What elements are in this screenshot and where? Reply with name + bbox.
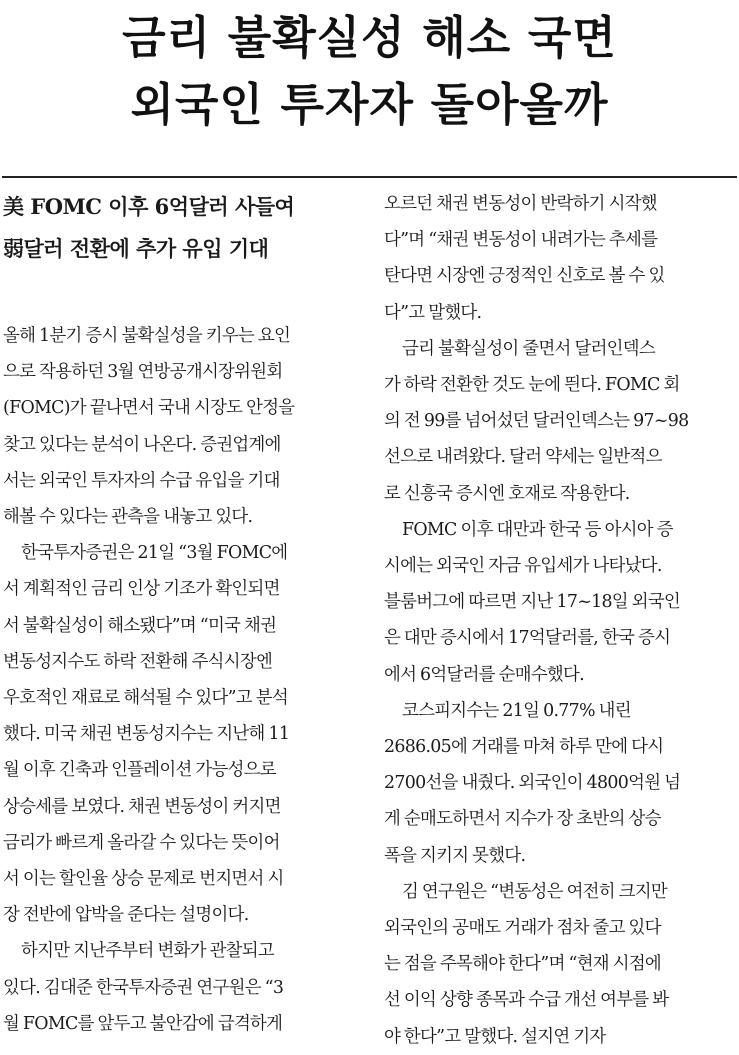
body-line: 월 FOMC를 앞두고 불안감에 급격하게 [3, 1013, 283, 1034]
body-line: FOMC 이후 대만과 한국 등 아시아 증 [402, 519, 673, 540]
body-line: 선 이익 상향 종목과 수급 개선 여부를 봐 [384, 990, 669, 1011]
subheadline-line-2: 弱달러 전환에 추가 유입 기대 [3, 236, 269, 261]
body-line: 외국인의 공매도 거래가 점차 줄고 있다 [384, 918, 661, 939]
body-line: 로 신흥국 증시엔 호재로 작용한다. [384, 483, 630, 504]
body-line: 서는 외국인 투자자의 수급 유입을 기대 [3, 470, 280, 491]
body-line: 한국투자증권은 21일 “3월 FOMC에 [21, 543, 288, 564]
body-line: 가 하락 전환한 것도 눈에 띈다. FOMC 회 [384, 375, 680, 396]
body-line: 금리가 빠르게 올라갈 수 있다는 뜻이어 [3, 832, 280, 853]
body-line: 다”고 말했다. [384, 302, 482, 323]
body-line: 상승세를 보였다. 채권 변동성이 커지면 [3, 796, 281, 817]
body-line: 블룸버그에 따르면 지난 17~18일 외국인 [384, 592, 681, 613]
body-line: 월 이후 긴축과 인플레이션 가능성으로 [3, 760, 276, 781]
body-line: 2700선을 내줬다. 외국인이 4800억원 넘 [384, 773, 681, 794]
body-line: 금리 불확실성이 줄면서 달러인덱스 [402, 338, 655, 359]
article-body-right [384, 186, 734, 1055]
byline: 설지연 기자 [521, 1026, 606, 1047]
body-line: 찾고 있다는 분석이 나온다. 증권업계에 [3, 434, 281, 455]
body-line: (FOMC)가 끝나면서 국내 시장도 안정을 [3, 398, 295, 419]
headline-divider [2, 176, 737, 178]
body-line: 코스피지수는 21일 0.77% 내린 [402, 700, 631, 721]
body-line: 은 대만 증시에서 17억달러를, 한국 증시 [384, 628, 671, 649]
body-line: 선으로 내려왔다. 달러 약세는 일반적으 [384, 447, 662, 468]
body-line: 하지만 지난주부터 변화가 관찰되고 [21, 941, 274, 962]
final-line [384, 1019, 734, 1055]
body-line: 시에는 외국인 자금 유입세가 나타났다. [384, 556, 662, 577]
body-line: 게 순매도하면서 지수가 장 초반의 상승 [384, 809, 661, 830]
left-column [3, 186, 353, 1042]
body-line: 올해 1분기 증시 불확실성을 키우는 요인 [3, 326, 291, 346]
headline [0, 4, 739, 138]
body-line: 서 계획적인 금리 인상 기조가 확인되면 [3, 579, 280, 600]
body-line: 2686.05에 거래를 마쳐 하루 만에 다시 [384, 737, 664, 758]
body-line: 서 불확실성이 해소됐다”며 “미국 채권 [3, 615, 277, 636]
body-line: 오르던 채권 변동성이 반락하기 시작했 [384, 194, 657, 214]
body-line: 했다. 미국 채권 변동성지수는 지난해 11 [3, 724, 290, 745]
body-line: 의 전 99를 넘어섰던 달러인덱스는 97~98 [384, 411, 689, 432]
body-line: 있다. 김대준 한국투자증권 연구원은 “3 [3, 977, 284, 998]
headline-line-2: 외국인 투자자 돌아올까 [130, 78, 609, 131]
article-body-left [3, 318, 353, 1042]
body-line: 해볼 수 있다는 관측을 내놓고 있다. [3, 507, 253, 528]
right-column [384, 186, 734, 1055]
body-line: 탄다면 시장엔 긍정적인 신호로 볼 수 있 [384, 266, 665, 287]
body-line: 서 이는 할인율 상승 문제로 번지면서 시 [3, 869, 284, 890]
body-line: 폭을 지키지 못했다. [384, 845, 526, 866]
body-line: 김 연구원은 “변동성은 여전히 크지만 [402, 881, 667, 902]
body-line: 에서 6억달러를 순매수했다. [384, 664, 584, 685]
body-line: 장 전반에 압박을 준다는 설명이다. [3, 905, 249, 926]
headline-line-1: 금리 불확실성 해소 국면 [122, 11, 617, 64]
body-line: 야 한다”고 말했다. [384, 1026, 518, 1047]
body-line: 다”며 “채권 변동성이 내려가는 추세를 [384, 230, 658, 251]
body-line: 으로 작용하던 3월 연방공개시장위원회 [3, 362, 283, 383]
subheadline-line-1: 美 FOMC 이후 6억달러 사들여 [3, 194, 295, 219]
subheadline [3, 186, 353, 270]
body-line: 우호적인 재료로 해석될 수 있다”고 분석 [3, 688, 288, 709]
body-line: 는 점을 주목해야 한다”며 “현재 시점에 [384, 954, 662, 975]
body-line: 변동성지수도 하락 전환해 주식시장엔 [3, 651, 273, 672]
